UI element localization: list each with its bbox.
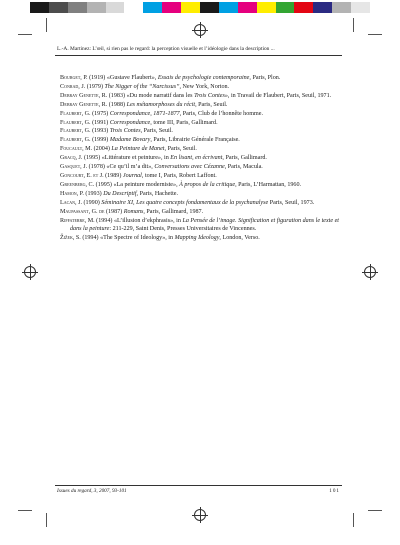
entry-title: Mapping Ideology: [174, 235, 220, 242]
entry-publication: , Paris, Seuil.: [195, 101, 228, 108]
color-swatch: [238, 2, 257, 13]
color-swatch: [219, 2, 238, 13]
entry-author: Flaubert, G. (1991): [60, 119, 110, 126]
entry-author: Bourget, P. (1919): [60, 75, 107, 81]
entry-author: Flaubert, G. (1999): [60, 137, 110, 144]
entry-author: Hamon, P. (1993): [60, 190, 104, 197]
crop-mark: [353, 513, 354, 527]
bibliography-entry: [60, 217, 345, 235]
color-swatch: [181, 2, 200, 13]
bibliography-entry: [60, 234, 345, 243]
bibliography-entry: [60, 119, 345, 128]
crop-mark: [18, 510, 32, 511]
color-swatch: [294, 2, 313, 13]
entry-publication: », in Travail de Flaubert, Paris, Seuil, 1971.: [224, 92, 332, 99]
bibliography-entry: [60, 136, 345, 145]
journal-citation: Issues du regard, 3, 2007, 93-101: [57, 488, 127, 494]
color-calibration-bar: [30, 2, 370, 13]
color-swatch: [30, 2, 49, 13]
entry-publication: , tome III, Paris, Gallimard.: [150, 119, 218, 126]
page-number: 101: [329, 488, 340, 494]
bibliography-entry: [60, 74, 345, 83]
entry-publication: Paris, Seuil, 1973.: [268, 199, 315, 206]
crop-mark: [18, 34, 32, 35]
entry-title: À propos de la critique: [179, 181, 236, 188]
color-swatch: [162, 2, 181, 13]
bibliography-entry: [60, 110, 345, 119]
entry-title: En lisant, en écrivant: [170, 155, 223, 162]
crop-mark: [368, 510, 382, 511]
color-swatch: [276, 2, 295, 13]
entry-publication: , Paris, Gallimard.: [222, 155, 267, 162]
entry-author: Gasquet, J. (1978): [60, 164, 107, 171]
entry-title: Conversations avec Cézanne: [154, 164, 225, 171]
entry-author: Gracq, J. (1995): [60, 155, 102, 162]
color-swatch: [351, 2, 370, 13]
entry-title: Trois Contes: [109, 128, 141, 135]
entry-author: Goncourt, E. et J. (1989): [60, 172, 123, 179]
bibliography-entry: [60, 83, 345, 92]
color-swatch: [332, 2, 351, 13]
entry-author: Conrad, J. (1979): [60, 83, 105, 90]
crop-mark: [353, 18, 354, 32]
color-swatch: [200, 2, 219, 13]
entry-publication: , London, Verso.: [219, 235, 260, 242]
entry-author: Lacan, J. (1990): [60, 199, 102, 206]
bibliography-entry: [60, 154, 345, 163]
entry-author: Greenberg, C. (1995): [60, 181, 114, 188]
registration-mark: [24, 266, 36, 278]
entry-publication: , New York, Norton.: [179, 83, 230, 90]
entry-author: Flaubert, G. (1975): [60, 110, 110, 117]
entry-title: Les métamorphoses du récit: [126, 101, 196, 108]
color-swatch: [106, 2, 125, 13]
entry-publication: , Paris, Seuil.: [164, 146, 197, 153]
entry-title: Séminaire XI, Les quatre concepts fondamentaux de la psychanalyse: [101, 199, 269, 206]
entry-prefix: «Du mode narratif dans les: [126, 92, 195, 99]
crop-mark: [46, 513, 47, 527]
entry-author: Debray Genette, R. (1988): [60, 101, 127, 108]
registration-mark: [194, 24, 206, 36]
entry-author: Flaubert, G. (1993): [60, 128, 110, 135]
bibliography-entry: [60, 181, 345, 190]
entry-publication: , Paris, Seuil.: [140, 128, 173, 135]
entry-publication: , Paris, L’Harmattan, 1960.: [235, 181, 302, 188]
bibliography-entry: [60, 101, 345, 110]
entry-publication: : 211-229, Saint Denis, Presses Universitaires de Vincennes.: [109, 226, 257, 233]
entry-publication: , tome I, Paris, Robert Laffont.: [141, 172, 217, 179]
header-rule: [55, 55, 342, 56]
bibliography-entry: [60, 127, 345, 136]
crop-mark: [368, 34, 382, 35]
entry-publication: , Paris, Macula.: [224, 164, 263, 171]
entry-title: Journal: [122, 172, 142, 179]
color-swatch: [313, 2, 332, 13]
entry-prefix: «Littérature et peinture», in: [101, 155, 171, 162]
entry-prefix: «The Spectre of Ideology», in: [100, 235, 175, 242]
bibliography-entry: [60, 190, 345, 199]
crop-mark: [46, 18, 47, 32]
bibliography-entry: [60, 199, 345, 208]
footer-rule: [55, 485, 342, 486]
color-swatch: [68, 2, 87, 13]
entry-author: Foucault, M. (2004): [60, 146, 112, 153]
entry-title: Correspondance, 1871-1877: [109, 110, 180, 117]
color-swatch: [257, 2, 276, 13]
entry-publication: , Paris, Club de l’honnête homme.: [179, 110, 263, 117]
entry-prefix: «La peinture moderniste»,: [113, 181, 180, 188]
entry-publication: , Paris, Librairie Générale Française.: [150, 137, 240, 144]
entry-title: Essais de psychologie contemporaine: [157, 75, 250, 81]
entry-title: The Nigger of the “Narcissus”: [104, 83, 180, 90]
entry-publication: , Paris, Plon.: [249, 75, 281, 81]
entry-prefix: «Gustave Flaubert»,: [106, 75, 158, 81]
entry-author: Žižek, S. (1994): [60, 235, 101, 242]
entry-title: Romans: [123, 208, 144, 215]
registration-mark: [194, 509, 206, 521]
entry-title: Trois Contes: [194, 92, 225, 99]
entry-publication: , Paris, Hachette.: [136, 190, 179, 197]
entry-prefix: «Ce qu’il m’a dit»,: [106, 164, 155, 171]
registration-mark: [364, 266, 376, 278]
color-swatch: [143, 2, 162, 13]
bibliography-list: [60, 74, 345, 243]
color-swatch: [87, 2, 106, 13]
entry-publication: , Paris, Gallimard, 1987.: [143, 208, 204, 215]
color-swatch: [124, 2, 143, 13]
entry-author: Riffaterre, M. (1994): [60, 217, 114, 224]
bibliography-entry: [60, 163, 345, 172]
bibliography-entry: [60, 172, 345, 181]
running-head: L.-A. Martinez: L’œil, si rien pas le regard: la perception visuelle et l’idéologie dans la description ...: [57, 46, 275, 52]
entry-title: Correspondance: [109, 119, 151, 126]
color-swatch: [49, 2, 68, 13]
entry-author: Debray Genette, R. (1983): [60, 92, 127, 99]
bibliography-entry: [60, 208, 345, 217]
entry-author: Maupassant, G. de (1987): [60, 208, 124, 215]
entry-title: La Pensée de l’image. Signification et figuration dans le texte et dans la peinture: [70, 217, 339, 233]
bibliography-entry: [60, 145, 345, 154]
entry-prefix: «L’illusion d’ekphrasis», in: [113, 217, 183, 224]
entry-title: Du Descriptif: [103, 190, 137, 197]
entry-title: La Peinture de Manet: [111, 146, 165, 153]
bibliography-entry: [60, 92, 345, 101]
entry-title: Madame Bovary: [109, 137, 151, 144]
